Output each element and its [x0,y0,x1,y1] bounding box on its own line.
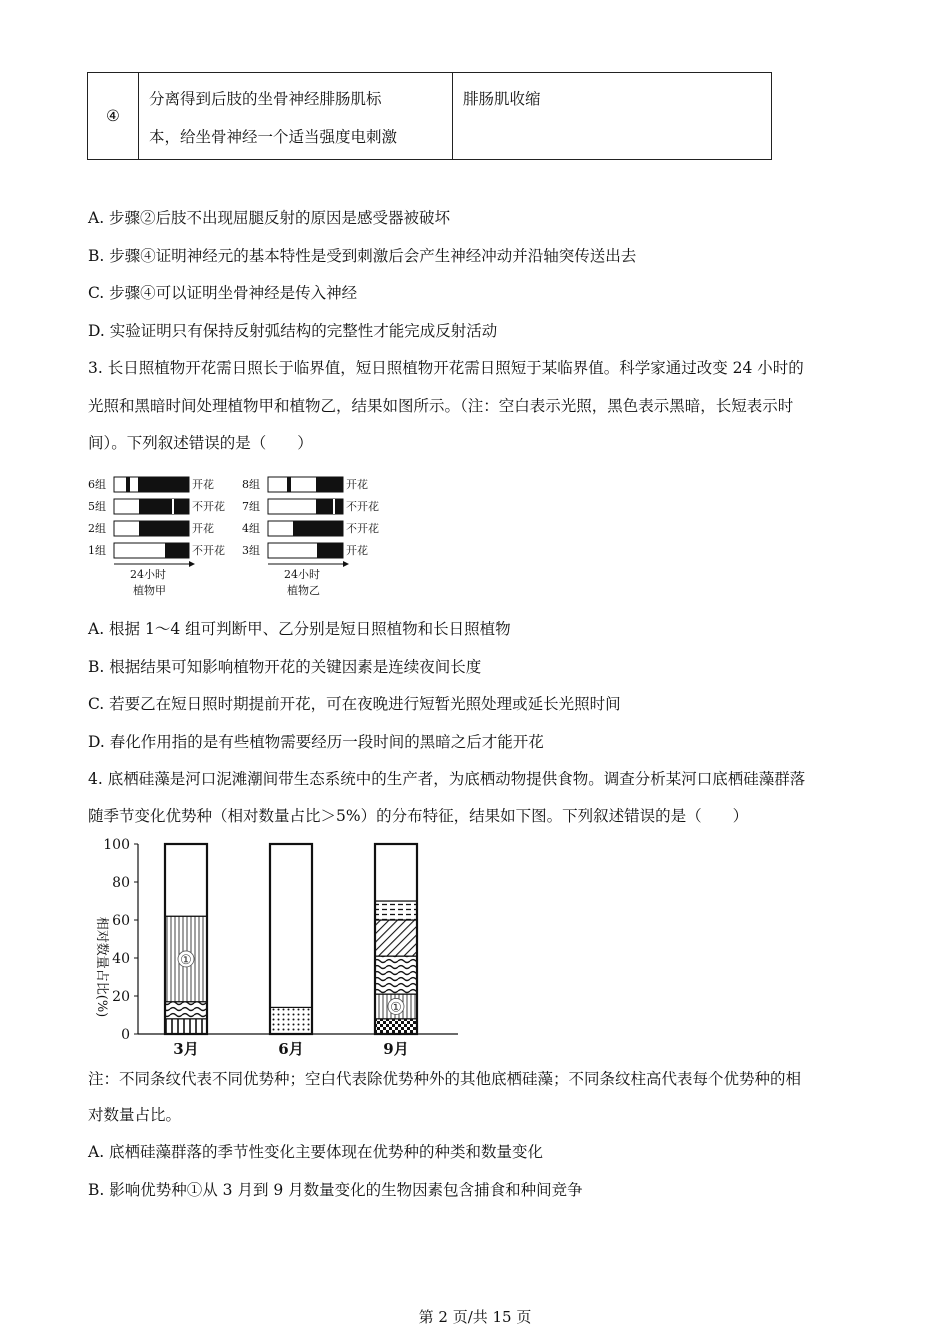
bar-segment [165,844,207,916]
group-label: 6组 [88,478,106,491]
result-label: 不开花 [192,544,225,557]
q4-stem-line-2: 随季节变化优势种（相对数量占比＞5%）的分布特征，结果如下图。下列叙述错误的是（ ） [88,807,749,825]
step-description [139,73,453,160]
result-label: 不开花 [192,500,225,513]
dark-segment [293,521,343,536]
q3-option-c: C. 若要乙在短日照时期提前开花，可在夜晚进行短暂光照处理或延长光照时间 [88,695,621,713]
y-tick-label: 100 [103,837,130,853]
bar-segment [375,1019,417,1034]
dark-segment [139,521,189,536]
step-description-line-2: 本，给坐骨神经一个适当强度电刺激 [149,128,398,146]
q4-stem-line-1: 4. 底栖硅藻是河口泥滩潮间带生态系统中的生产者，为底栖动物提供食物。调查分析某河口底栖硅藻群落 [88,770,806,788]
group-label: 3组 [242,544,260,557]
dark-segment [316,499,343,514]
q3-option-b: B. 根据结果可知影响植物开花的关键因素是连续夜间长度 [88,658,482,676]
x-tick-label: 3月 [173,1040,199,1058]
result-label: 开花 [192,522,214,535]
page-footer: 第 2 页/共 15 页 [418,1308,532,1326]
q2-option-a: A. 步骤②后肢不出现屈腿反射的原因是感受器被破坏 [88,209,451,227]
diatom-chart [86,832,466,1062]
dark-segment [287,477,291,492]
dark-segment [317,543,343,558]
result-label: 开花 [192,478,214,491]
q2-option-c: C. 步骤④可以证明坐骨神经是传入神经 [88,284,358,302]
bar-segment [375,844,417,901]
group-label: 1组 [88,544,106,557]
q4-option-b: B. 影响优势种①从 3 月到 9 月数量变化的生物因素包含捕食和种间竞争 [88,1181,583,1199]
light-flash [333,499,335,514]
q3-stem-line-3: 间）。下列叙述错误的是（ ） [88,434,313,452]
arrow-head [189,561,195,567]
q3-option-a: A. 根据 1～4 组可判断甲、乙分别是短日照植物和长日照植物 [88,620,511,638]
group-label: 2组 [88,522,106,535]
step-result: 腓肠肌收缩 [453,73,772,160]
bar-segment [270,1007,312,1034]
result-label: 不开花 [346,500,379,513]
q3-stem-line-2: 光照和黑暗时间处理植物甲和植物乙，结果如图所示。（注：空白表示光照，黑色表示黑暗，长短表示时 [88,397,794,415]
axis-label: 24小时 [284,568,320,581]
x-tick-label: 6月 [278,1040,304,1058]
q2-option-d: D. 实验证明只有保持反射弧结构的完整性才能完成反射活动 [88,322,498,340]
y-tick-label: 80 [112,875,130,891]
bar-segment [165,1002,207,1019]
q4-note-line-1: 注：不同条纹代表不同优势种；空白代表除优势种外的其他底栖硅藻；不同条纹柱高代表每个优势种的相 [88,1070,802,1088]
experiment-steps-table [87,72,772,160]
group-label: 5组 [88,500,106,513]
axis-label: 24小时 [130,568,166,581]
plant-a-label: 植物甲 [133,584,166,597]
result-label: 开花 [346,478,368,491]
segment-marker-label: ① [390,1000,402,1016]
table-row [88,73,772,160]
dark-segment [165,543,189,558]
dark-segment [139,499,189,514]
bar-segment [270,844,312,1007]
q3-stem-line-1: 3. 长日照植物开花需日照长于临界值，短日照植物开花需日照短于某临界值。科学家通过改变 24 小时的 [88,359,804,377]
result-label: 开花 [346,544,368,557]
segment-marker-label: ① [180,952,192,968]
dark-segment [138,477,189,492]
q4-option-a: A. 底栖硅藻群落的季节性变化主要体现在优势种的种类和数量变化 [88,1143,544,1161]
group-label: 8组 [242,478,260,491]
result-label: 不开花 [346,522,379,535]
dark-segment [126,477,130,492]
step-description-line-1: 分离得到后肢的坐骨神经腓肠肌标 [149,90,382,108]
step-number: ④ [88,73,139,160]
q2-option-b: B. 步骤④证明神经元的基本特性是受到刺激后会产生神经冲动并沿轴突传送出去 [88,247,637,265]
group-label: 4组 [242,522,260,535]
group-label: 7组 [242,500,260,513]
bar-segment [165,1019,207,1034]
bar-segment [375,901,417,920]
light-flash [172,499,174,514]
y-tick-label: 0 [121,1027,130,1043]
bar-segment [375,956,417,994]
q3-option-d: D. 春化作用指的是有些植物需要经历一段时间的黑暗之后才能开花 [88,733,544,751]
q4-note-line-2: 对数量占比。 [88,1106,182,1124]
y-axis-label: 相对数量占比(%) [94,916,109,1018]
plant-b-label: 植物乙 [287,584,320,597]
arrow-head [343,561,349,567]
y-tick-label: 20 [112,989,130,1005]
y-tick-label: 40 [112,951,130,967]
x-tick-label: 9月 [383,1040,409,1058]
bar-segment [375,920,417,956]
photoperiod-figure [88,470,398,602]
y-tick-label: 60 [112,913,130,929]
dark-segment [316,477,343,492]
